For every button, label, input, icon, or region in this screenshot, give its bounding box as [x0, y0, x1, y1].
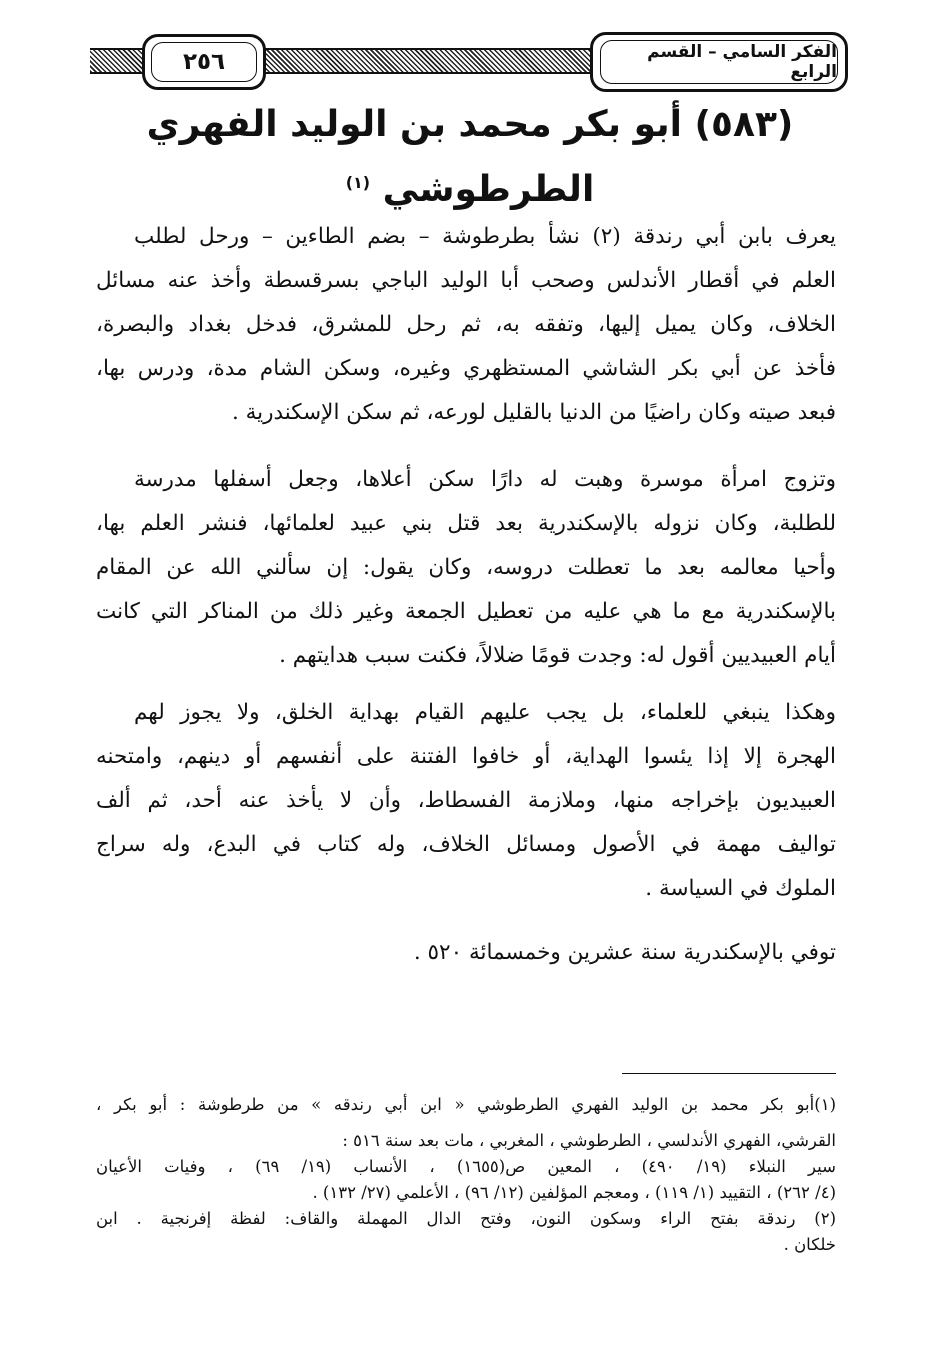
paragraph-line: الخلاف، وكان يميل إليها، وتفقه به، ثم رحل للمشرق، فدخل بغداد والبصرة،: [96, 312, 836, 337]
paragraph-line: العلم في أقطار الأندلس وصحب أبا الوليد الباجي بسرقسطة وأخذ عنه مسائل: [96, 268, 836, 293]
running-title-badge: [590, 32, 848, 92]
paragraph-line: يعرف بابن أبي رندقة (٢) نشأ بطرطوشة – بضم الطاءين – ورحل لطلب: [134, 224, 836, 249]
paragraph-line: تواليف مهمة في الأصول ومسائل الخلاف، وله كتاب في البدع، وله سراج: [96, 832, 836, 857]
paragraph-line: للطلبة، وكان نزوله بالإسكندرية بعد قتل بني عبيد لعلمائها، فنشر العلم بها،: [96, 511, 836, 536]
paragraph-line: وهكذا ينبغي للعلماء، بل يجب عليهم القيام بهداية الخلق، ولا يجوز لهم: [134, 700, 836, 725]
paragraph-line: الملوك في السياسة .: [645, 876, 836, 901]
running-title: الفكر السامي – القسم الرابع: [600, 40, 838, 84]
page-header: [90, 28, 840, 96]
page-number-badge: [142, 34, 266, 90]
title-footnote-marker: (١): [345, 173, 371, 192]
footnote-line: (٤/ ٢٦٢) ، التقييد (١/ ١١٩) ، ومعجم المؤلفين (١٢/ ٩٦) ، الأعلمي (٢٧/ ١٣٢) .: [312, 1183, 836, 1202]
paragraph-line: وأحيا معالمه بعد ما تعطلت دروسه، وكان يقول: إن سألني الله عن المقام: [96, 555, 836, 580]
footnote-line: سير النبلاء (١٩/ ٤٩٠) ، المعين ص(١٦٥٥) ، الأنساب (١٩/ ٦٩) ، وفيات الأعيان: [96, 1157, 836, 1176]
footnote-line: (٢) رندقة بفتح الراء وسكون النون، وفتح الدال المهملة والقاف: لفظة إفرنجية . ابن: [96, 1209, 836, 1228]
footnote-line: (١)أبو بكر محمد بن الوليد الفهري الطرطوشي « ابن أبي رندقه » من طرطوشة : أبو بكر ،: [96, 1095, 836, 1114]
paragraph-line: وتزوج امرأة موسرة وهبت له دارًا سكن أعلاها، وجعل أسفلها مدرسة: [134, 467, 836, 492]
paragraph-line: الهجرة إلا إذا يئسوا الهداية، أو خافوا الفتنة على أنفسهم أو دينهم، وامتحنه: [96, 744, 836, 769]
biography-title-continued: [100, 158, 840, 215]
footnote-line: القرشي، الفهري الأندلسي ، الطرطوشي ، المغربي ، مات بعد سنة ٥١٦ :: [342, 1131, 836, 1150]
page-number: ٢٥٦: [151, 42, 257, 82]
biography-title: (٥٨٣) أبو بكر محمد بن الوليد الفهري: [146, 104, 794, 145]
paragraph-line: العبيديون بإخراجه منها، وملازمة الفسطاط، وأن لا يأخذ عنه أحد، ثم ألف: [96, 788, 836, 813]
paragraph-line: بالإسكندرية مع ما هي عليه من تعطيل الجمعة وغير ذلك من المناكر التي كانت: [96, 599, 836, 624]
footnote-separator: [622, 1073, 836, 1074]
paragraph-line: أيام العبيديين أقول له: وجدت قومًا ضلالاً، فكنت سبب هدايتهم .: [279, 643, 836, 668]
paragraph-line: فبعد صيته وكان راضيًا من الدنيا بالقليل لورعه، ثم سكن الإسكندرية .: [231, 400, 836, 425]
footnote-line: خلكان .: [783, 1235, 836, 1254]
paragraph-line: فأخذ عن أبي بكر الشاشي المستظهري وغيره، وسكن الشام مدة، ودرس بها،: [96, 356, 836, 381]
biography-title-name: الطرطوشي: [382, 169, 595, 210]
paragraph-line: توفي بالإسكندرية سنة عشرين وخمسمائة ٥٢٠ .: [413, 940, 836, 965]
